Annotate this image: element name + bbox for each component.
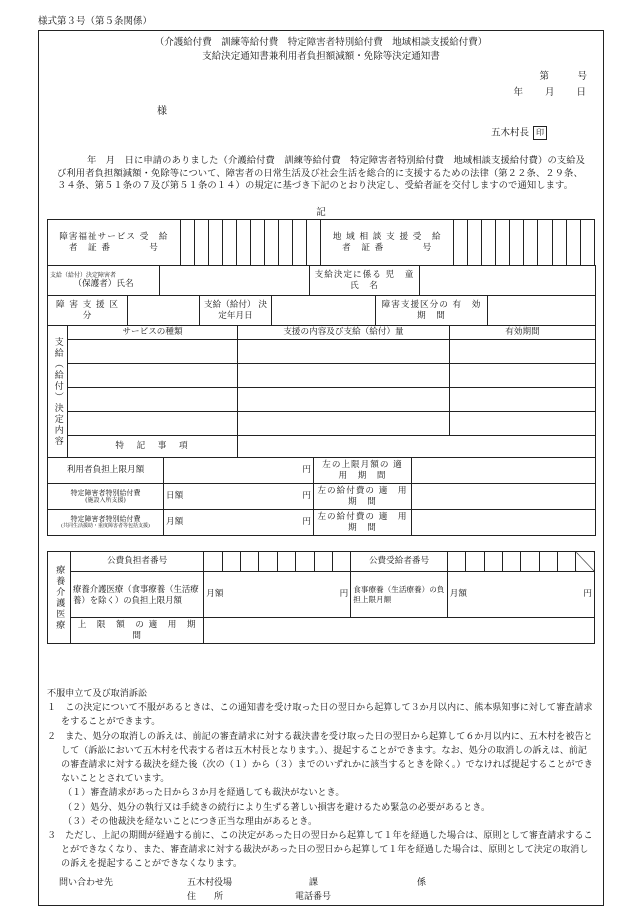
table-medical-care <box>47 551 595 644</box>
benefit-period-label1: 左の給付費の 適 用 期 間 <box>314 484 412 510</box>
digit-cell <box>502 552 520 572</box>
digit-cell <box>241 552 259 572</box>
title-line2: 支給決定通知書兼利用者負担額減額・免除等決定通知書 <box>202 51 440 62</box>
digit-cell <box>307 220 321 266</box>
special-benefit2-value: 月額 円 <box>164 510 314 536</box>
special-notes-value <box>238 436 596 458</box>
digit-cell <box>524 220 538 266</box>
decision-date-label: 支給（給付） 決定年月日 <box>200 296 272 326</box>
medical-limit-value: 月額 円 <box>204 572 351 618</box>
meal-limit-label: 食事療養（生活療養）の負担上限月額 <box>351 572 448 618</box>
digit-cell <box>538 220 552 266</box>
col-valid-period: 有効期間 <box>450 326 596 340</box>
digit-cell <box>208 220 222 266</box>
digit-cell <box>222 552 240 572</box>
category-period-value <box>488 296 596 326</box>
benefit-period-label2: 左の給付費の 適 用 期 間 <box>314 510 412 536</box>
digit-cell <box>296 552 314 572</box>
table-certificate-numbers <box>47 219 595 266</box>
content-cell <box>238 388 450 412</box>
period-cell <box>450 412 596 436</box>
content-cell <box>238 412 450 436</box>
digit-cell <box>539 552 557 572</box>
child-name-value <box>420 266 596 296</box>
form-number: 様式第３号（第５条関係） <box>38 16 153 27</box>
payer-number-label: 公費負担者番号 <box>70 552 203 572</box>
col-service-type: サービスの種類 <box>68 326 238 340</box>
note-1: １ この決定について不服があるときは、この通知書を受け取った日の翌日から起算して３か月以内に、熊本県知事に対して審査請求をすることができます。 <box>47 703 593 728</box>
digit-cell <box>454 220 468 266</box>
support-category-label: 障 害 支 援 区 分 <box>48 296 128 326</box>
digit-cell <box>496 220 510 266</box>
digit-cell <box>251 220 265 266</box>
service-cell <box>68 340 238 364</box>
contact-section: 課 <box>309 878 319 888</box>
digit-cell <box>277 552 295 572</box>
special-benefit1-label: 特定障害者特別給付費 (施設入所支援) <box>48 484 164 510</box>
contact-address: 住 所 <box>187 892 224 902</box>
digit-cell <box>580 220 594 266</box>
limit-period-value <box>412 458 596 484</box>
support-category-value <box>128 296 200 326</box>
digit-cell <box>236 220 250 266</box>
number-label: 第 号 <box>539 71 587 82</box>
seal-mark: 印 <box>533 126 547 140</box>
contact-office: 五木村役場 <box>187 878 233 888</box>
burden-limit-yen: 円 <box>164 458 314 484</box>
col-support-content: 支援の内容及び支給（給付）量 <box>238 326 450 340</box>
content-cell <box>238 364 450 388</box>
note-2-sub3: （３）その他裁決を経ないことにつき正当な理由があるとき。 <box>63 816 318 827</box>
digit-cell <box>484 552 502 572</box>
contact-staff: 係 <box>417 878 427 888</box>
table-decision-content <box>47 325 596 458</box>
limit-period-label: 左の上限月額の 適 用 期 間 <box>314 458 412 484</box>
benefit-period-value2 <box>412 510 596 536</box>
note-2: ２ また、処分の取消しの訴えは、前記の審査請求に対する裁決書を受け取った日の翌日から起算して６か月以内に、五木村を被告として（訴訟において五木村を代表する者は五木村長となります。）、提起することができます。なお、処分の取消しの訴えは、前記の審査請求に対する裁決を経た後（次の（１）から（３）までのいずれかに該当するときを除く。）でなければ提起することができないこととされています。 <box>47 731 593 785</box>
recipient-number-label: 公費受給者番号 <box>351 552 448 572</box>
decision-date-value <box>272 296 376 326</box>
table-burden-limits <box>47 457 596 536</box>
service-cell <box>68 364 238 388</box>
issuer: 五木村長 印 <box>491 126 547 140</box>
service-cell <box>68 412 238 436</box>
digit-cell <box>194 220 208 266</box>
date-label: 年 月 日 <box>513 87 587 98</box>
period-cell <box>450 340 596 364</box>
content-cell <box>238 340 450 364</box>
certificate-label-consultation: 地 域 相 談 支 援 受 給 者 証 番 号 <box>321 220 454 266</box>
digit-cell <box>447 552 465 572</box>
meal-limit-value: 月額 円 <box>447 572 594 618</box>
table-names <box>47 265 596 296</box>
digit-cell <box>482 220 496 266</box>
digit-cell <box>510 220 524 266</box>
decision-person-value <box>160 266 310 296</box>
notes-heading: 不服申立て及び取消訴訟 <box>47 689 148 699</box>
decision-content-side-label: 支給（給付）決定内容 <box>48 326 68 458</box>
medical-care-side-label: 療養介護医療 <box>48 552 71 644</box>
addressee-suffix: 様 <box>157 106 167 117</box>
intro-text: 年 月 日に申請のありました（介護給付費 訓練等給付費 特定障害者特別給付費 地域相談支援給付費）の支給及び利用者負担額減額・免除等について、障害者の日常生活及び社会生活を総合的に支援するための法律（第２２条、２９条、３４条、第５１条の７及び第５１条の１４）の規定に基づき下記のとおり決定し、受給者証を交付しますので通知します。 <box>57 155 586 192</box>
digit-cell <box>279 220 293 266</box>
table-support-category <box>47 295 596 326</box>
ki-label: 記 <box>316 207 326 218</box>
digit-cell <box>558 552 576 572</box>
digit-cell <box>293 220 307 266</box>
digit-cell <box>521 552 539 572</box>
digit-cell-diagonal <box>576 552 595 572</box>
service-cell <box>68 388 238 412</box>
note-3: ３ ただし、上記の期間が経過する前に、この決定があった日の翌日から起算して１年を経過した場合は、原則として審査請求することができなくなり、また、審査請求に対する裁決があった日の翌日から起算して１年を経過した場合は、原則として決定の取消しの訴えを提起することができなくなります。 <box>47 831 593 870</box>
digit-cell <box>466 552 484 572</box>
digit-cell <box>332 552 350 572</box>
limit-period-label2: 上 限 額 の 適 用 期 間 <box>70 618 203 644</box>
contact-phone: 電話番号 <box>295 892 332 902</box>
child-name-label: 支給決定に係る 児 童 氏 名 <box>310 266 420 296</box>
special-notes-label: 特 記 事 項 <box>68 436 238 458</box>
benefit-period-value1 <box>412 484 596 510</box>
burden-limit-label: 利用者負担上限月額 <box>48 458 164 484</box>
digit-cell <box>468 220 482 266</box>
title-line1: （介護給付費 訓練等給付費 特定障害者特別給付費 地域相談支援給付費） <box>154 37 488 48</box>
special-benefit2-label: 特定障害者特別給付費 (共同生活援助・重度障害者等包括支援) <box>48 510 164 536</box>
note-2-sub2: （２）処分、処分の執行又は手続きの続行により生ずる著しい損害を避けるため緊急の必要があるとき。 <box>63 802 491 813</box>
limit-period-value2 <box>204 618 595 644</box>
note-2-sub1: （１）審査請求があった日から３か月を経過しても裁決がないとき。 <box>63 788 345 799</box>
category-period-label: 障害支援区分の 有 効 期 間 <box>376 296 488 326</box>
certificate-label-welfare: 障害福祉サービス 受 給 者 証 番 号 <box>48 220 181 266</box>
digit-cell <box>566 220 580 266</box>
digit-cell <box>265 220 279 266</box>
contact-label: 問い合わせ先 <box>59 878 114 888</box>
period-cell <box>450 364 596 388</box>
digit-cell <box>552 220 566 266</box>
digit-cell <box>180 220 194 266</box>
digit-cell <box>314 552 332 572</box>
digit-cell <box>204 552 222 572</box>
appeal-notes <box>47 687 595 872</box>
medical-limit-label: 療養介護医療（食事療養（生活療養）を除く）の負担上限月額 <box>70 572 203 618</box>
digit-cell <box>222 220 236 266</box>
period-cell <box>450 388 596 412</box>
digit-cell <box>259 552 277 572</box>
notice-frame <box>38 30 604 906</box>
special-benefit1-value: 日額 円 <box>164 484 314 510</box>
decision-person-label: 支給（給付）決定障害者 （保護者）氏名 <box>48 266 160 296</box>
